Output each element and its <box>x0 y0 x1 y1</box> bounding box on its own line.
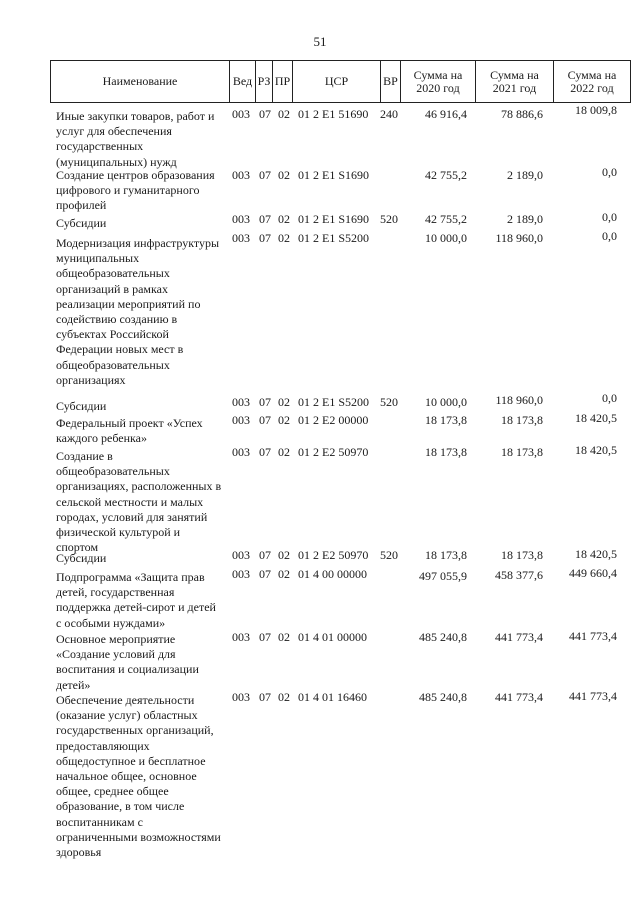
row-ved: 003 <box>232 413 250 427</box>
row-pr: 02 <box>278 168 290 182</box>
row-sum-2022: 18 420,5 <box>575 411 617 425</box>
row-sum-2021: 441 773,4 <box>495 630 543 644</box>
row-pr: 02 <box>278 690 290 704</box>
row-csr: 01 2 E2 50970 <box>298 445 369 459</box>
table-header <box>50 60 631 103</box>
row-sum-2022: 18 420,5 <box>575 443 617 457</box>
row-csr: 01 4 01 16460 <box>298 690 367 704</box>
row-rz: 07 <box>259 231 271 245</box>
row-vr: 520 <box>380 548 398 562</box>
row-sum-2022: 0,0 <box>602 391 617 405</box>
row-name: Субсидии <box>56 216 107 230</box>
row-sum-2020: 10 000,0 <box>425 395 467 409</box>
row-sum-2020: 497 055,9 <box>419 569 467 583</box>
row-rz: 07 <box>259 690 271 704</box>
row-sum-2021: 18 173,8 <box>501 413 543 427</box>
row-sum-2022: 441 773,4 <box>569 689 617 703</box>
row-name: Модернизация инфраструктуры муниципальных общеобразовательных организаций в рамках реализации мероприятий по содействию созданию в субъектах Российской Федерации новых мест в общеобразовательных организациях <box>56 236 220 387</box>
row-name: Обеспечение деятельности (оказание услуг) областных государственных организаций, предоставляющих общедоступное и бесплатное начальное общее, основное общее, среднее общее образование, в том числе воспитанникам с ограниченными возможностями здоровья <box>56 693 221 860</box>
row-sum-2022: 18 009,8 <box>575 103 617 117</box>
row-rz: 07 <box>259 413 271 427</box>
row-sum-2020: 485 240,8 <box>419 630 467 644</box>
row-csr: 01 2 E1 51690 <box>298 107 369 121</box>
row-sum-2021: 118 960,0 <box>495 393 543 407</box>
row-pr: 02 <box>278 567 290 581</box>
row-vr: 520 <box>380 395 398 409</box>
row-csr: 01 2 E1 S1690 <box>298 212 370 226</box>
row-csr: 01 2 E2 00000 <box>298 413 369 427</box>
row-rz: 07 <box>259 107 271 121</box>
page-number: 51 <box>313 34 327 49</box>
row-ved: 003 <box>232 168 250 182</box>
row-sum-2020: 485 240,8 <box>419 690 467 704</box>
row-rz: 07 <box>259 168 271 182</box>
row-sum-2022: 18 420,5 <box>575 547 617 561</box>
row-rz: 07 <box>259 445 271 459</box>
row-pr: 02 <box>278 231 290 245</box>
row-ved: 003 <box>232 395 250 409</box>
row-sum-2021: 2 189,0 <box>507 168 543 182</box>
header-csr: ЦСР <box>292 61 380 102</box>
row-ved: 003 <box>232 231 250 245</box>
row-sum-2021: 458 377,6 <box>495 568 543 582</box>
row-vr: 240 <box>380 107 398 121</box>
row-sum-2020: 46 916,4 <box>425 107 467 121</box>
header-sum-2020: Сумма на 2020 год <box>400 61 475 102</box>
header-sum-2022: Сумма на 2022 год <box>553 61 631 102</box>
row-ved: 003 <box>232 567 250 581</box>
row-ved: 003 <box>232 548 250 562</box>
row-rz: 07 <box>259 567 271 581</box>
row-name: Иные закупки товаров, работ и услуг для обеспечения государственных (муниципальных) нужд <box>56 109 215 169</box>
header-rz: РЗ <box>255 61 272 102</box>
row-sum-2021: 441 773,4 <box>495 690 543 704</box>
row-sum-2020: 42 755,2 <box>425 212 467 226</box>
row-sum-2020: 18 173,8 <box>425 413 467 427</box>
row-rz: 07 <box>259 548 271 562</box>
row-sum-2021: 78 886,6 <box>501 107 543 121</box>
row-sum-2022: 449 660,4 <box>569 566 617 580</box>
row-vr: 520 <box>380 212 398 226</box>
row-sum-2021: 18 173,8 <box>501 548 543 562</box>
header-pr: ПР <box>272 61 292 102</box>
row-pr: 02 <box>278 212 290 226</box>
row-pr: 02 <box>278 548 290 562</box>
header-name: Наименование <box>50 61 229 102</box>
row-sum-2022: 441 773,4 <box>569 629 617 643</box>
row-name: Основное мероприятие «Создание условий для воспитания и социализации детей» <box>56 632 199 692</box>
header-vr: ВР <box>380 61 400 102</box>
row-pr: 02 <box>278 445 290 459</box>
row-sum-2020: 10 000,0 <box>425 231 467 245</box>
row-name: Подпрограмма «Защита прав детей, государственная поддержка детей-сирот и детей с особыми нуждами» <box>56 570 216 630</box>
row-csr: 01 2 E1 S1690 <box>298 168 370 182</box>
row-name: Федеральный проект «Успех каждого ребенка» <box>56 416 203 446</box>
row-pr: 02 <box>278 630 290 644</box>
row-ved: 003 <box>232 212 250 226</box>
row-rz: 07 <box>259 395 271 409</box>
row-name: Субсидии <box>56 399 107 413</box>
row-ved: 003 <box>232 630 250 644</box>
header-sum-2021: Сумма на 2021 год <box>475 61 553 102</box>
row-csr: 01 2 E1 S5200 <box>298 395 370 409</box>
row-sum-2022: 0,0 <box>602 165 617 179</box>
header-ved: Вед <box>229 61 255 102</box>
row-name: Создание центров образования цифрового и гуманитарного профилей <box>56 168 215 213</box>
row-pr: 02 <box>278 107 290 121</box>
row-ved: 003 <box>232 445 250 459</box>
row-name: Создание в общеобразовательных организациях, расположенных в сельской местности и малых городах, условий для занятий физической культурой и спортом <box>56 449 222 555</box>
row-sum-2022: 0,0 <box>602 229 617 243</box>
row-csr: 01 4 00 00000 <box>298 567 367 581</box>
row-sum-2021: 2 189,0 <box>507 212 543 226</box>
row-sum-2020: 42 755,2 <box>425 168 467 182</box>
row-ved: 003 <box>232 107 250 121</box>
row-name: Субсидии <box>56 551 107 565</box>
row-sum-2021: 18 173,8 <box>501 445 543 459</box>
row-sum-2021: 118 960,0 <box>495 231 543 245</box>
row-ved: 003 <box>232 690 250 704</box>
row-rz: 07 <box>259 212 271 226</box>
row-csr: 01 2 E2 50970 <box>298 548 369 562</box>
row-csr: 01 4 01 00000 <box>298 630 367 644</box>
row-pr: 02 <box>278 395 290 409</box>
row-sum-2022: 0,0 <box>602 210 617 224</box>
row-sum-2020: 18 173,8 <box>425 548 467 562</box>
row-pr: 02 <box>278 413 290 427</box>
row-csr: 01 2 E1 S5200 <box>298 231 370 245</box>
row-rz: 07 <box>259 630 271 644</box>
row-sum-2020: 18 173,8 <box>425 445 467 459</box>
